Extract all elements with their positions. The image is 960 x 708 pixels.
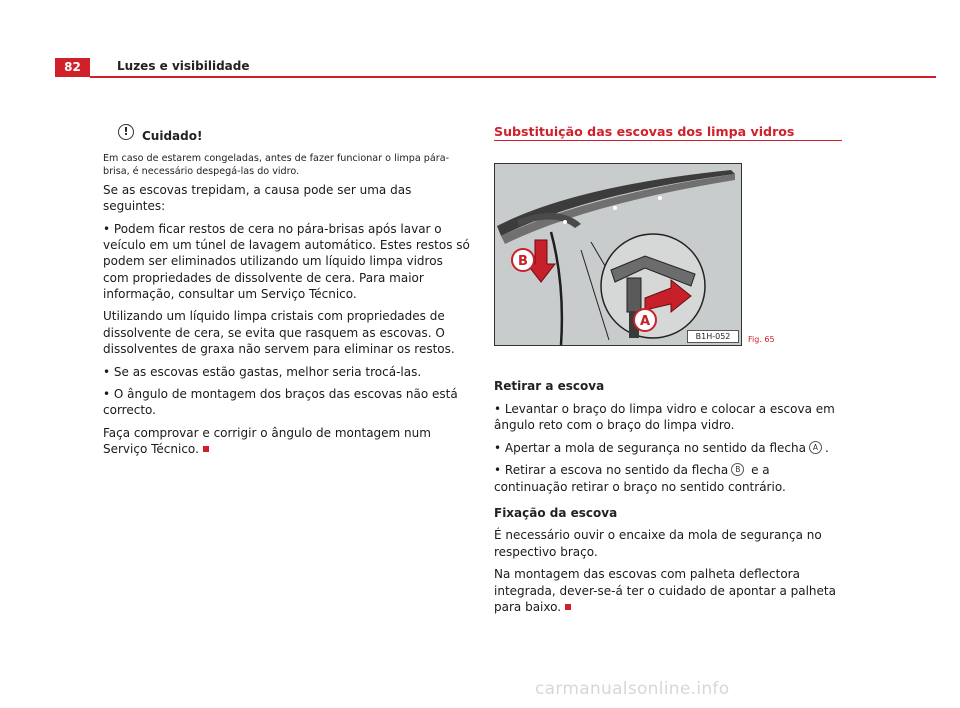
watermark: carmanualsonline.info [535,679,730,699]
page-number: 82 [55,58,90,77]
fix-paragraph-2-text: Na montagem das escovas com palheta deflectora integrada, dever-se-á ter o cuidado de apontar a palheta para baixo. [494,567,836,614]
wiper-figure [494,163,742,346]
header-rule [90,76,936,78]
caution-title: Cuidado! [142,129,203,143]
left-column [103,182,471,464]
fix-paragraph-1: É necessário ouvir o encaixe da mola de segurança no respectivo braço. [494,528,822,559]
callout-b: B [518,254,528,269]
end-mark-icon [565,604,571,610]
figure-code: B1H-052 [687,330,739,343]
paragraph-service-text: Faça comprovar e corrigir o ângulo de montagem num Serviço Técnico. [103,426,431,457]
fix-heading: Fixação da escova [494,505,618,520]
remove-step-3 [494,462,842,494]
chapter-title: Luzes e visibilidade [117,59,250,73]
exclamation-circle-icon: ! [118,124,134,140]
remove-step-2-end: . [824,440,829,455]
paragraph-service [103,425,471,457]
callout-a-badge: A [809,441,822,454]
caution-text: Em caso de estarem congeladas, antes de fazer funcionar o limpa pára-brisa, é necessário despegá-las do vidro. [103,153,450,177]
section-rule [494,140,842,141]
remove-heading: Retirar a escova [494,379,605,393]
callout-a: A [639,314,651,329]
end-mark-icon [203,446,209,452]
callout-b-badge: B [731,463,744,476]
remove-section [494,378,842,621]
paragraph-causes: Se as escovas trepidam, a causa pode ser uma das seguintes: [103,183,412,214]
remove-step-3-text: • Retirar a escova no sentido da flecha [494,463,729,478]
paragraph-angle: • O ângulo de montagem dos braços das escovas não está correcto. [103,387,458,418]
figure-label: Fig. 65 [748,335,775,344]
paragraph-worn: • Se as escovas estão gastas, melhor seria trocá-las. [103,364,422,379]
remove-step-2 [494,440,842,456]
section-title: Substituição das escovas dos limpa vidros [494,124,795,139]
paragraph-solvent: Utilizando um líquido limpa cristais com propriedades de dissolvente de cera, se evita que rasquem as escovas. O dissolventes de graxa não servem para eliminar os restos. [103,309,455,356]
remove-step-3-end: e a continuação retirar o braço no sentido contrário. [494,463,786,494]
paragraph-wax: • Podem ficar restos de cera no pára-brisas após lavar o veículo em um túnel de lavagem automático. Estes restos só podem ser eliminados utilizando um líquido limpa vidros com propriedades de dissolvente de cera. Para maior informação, consultar um Serviço Técnico. [103,221,470,301]
fix-paragraph-2 [494,566,842,615]
remove-step-1: • Levantar o braço do limpa vidro e colocar a escova em ângulo reto com o braço do limpa vidro. [494,401,835,432]
remove-step-2-text: • Apertar a mola de segurança no sentido da flecha [494,440,806,455]
wiper-illustration [495,164,741,345]
